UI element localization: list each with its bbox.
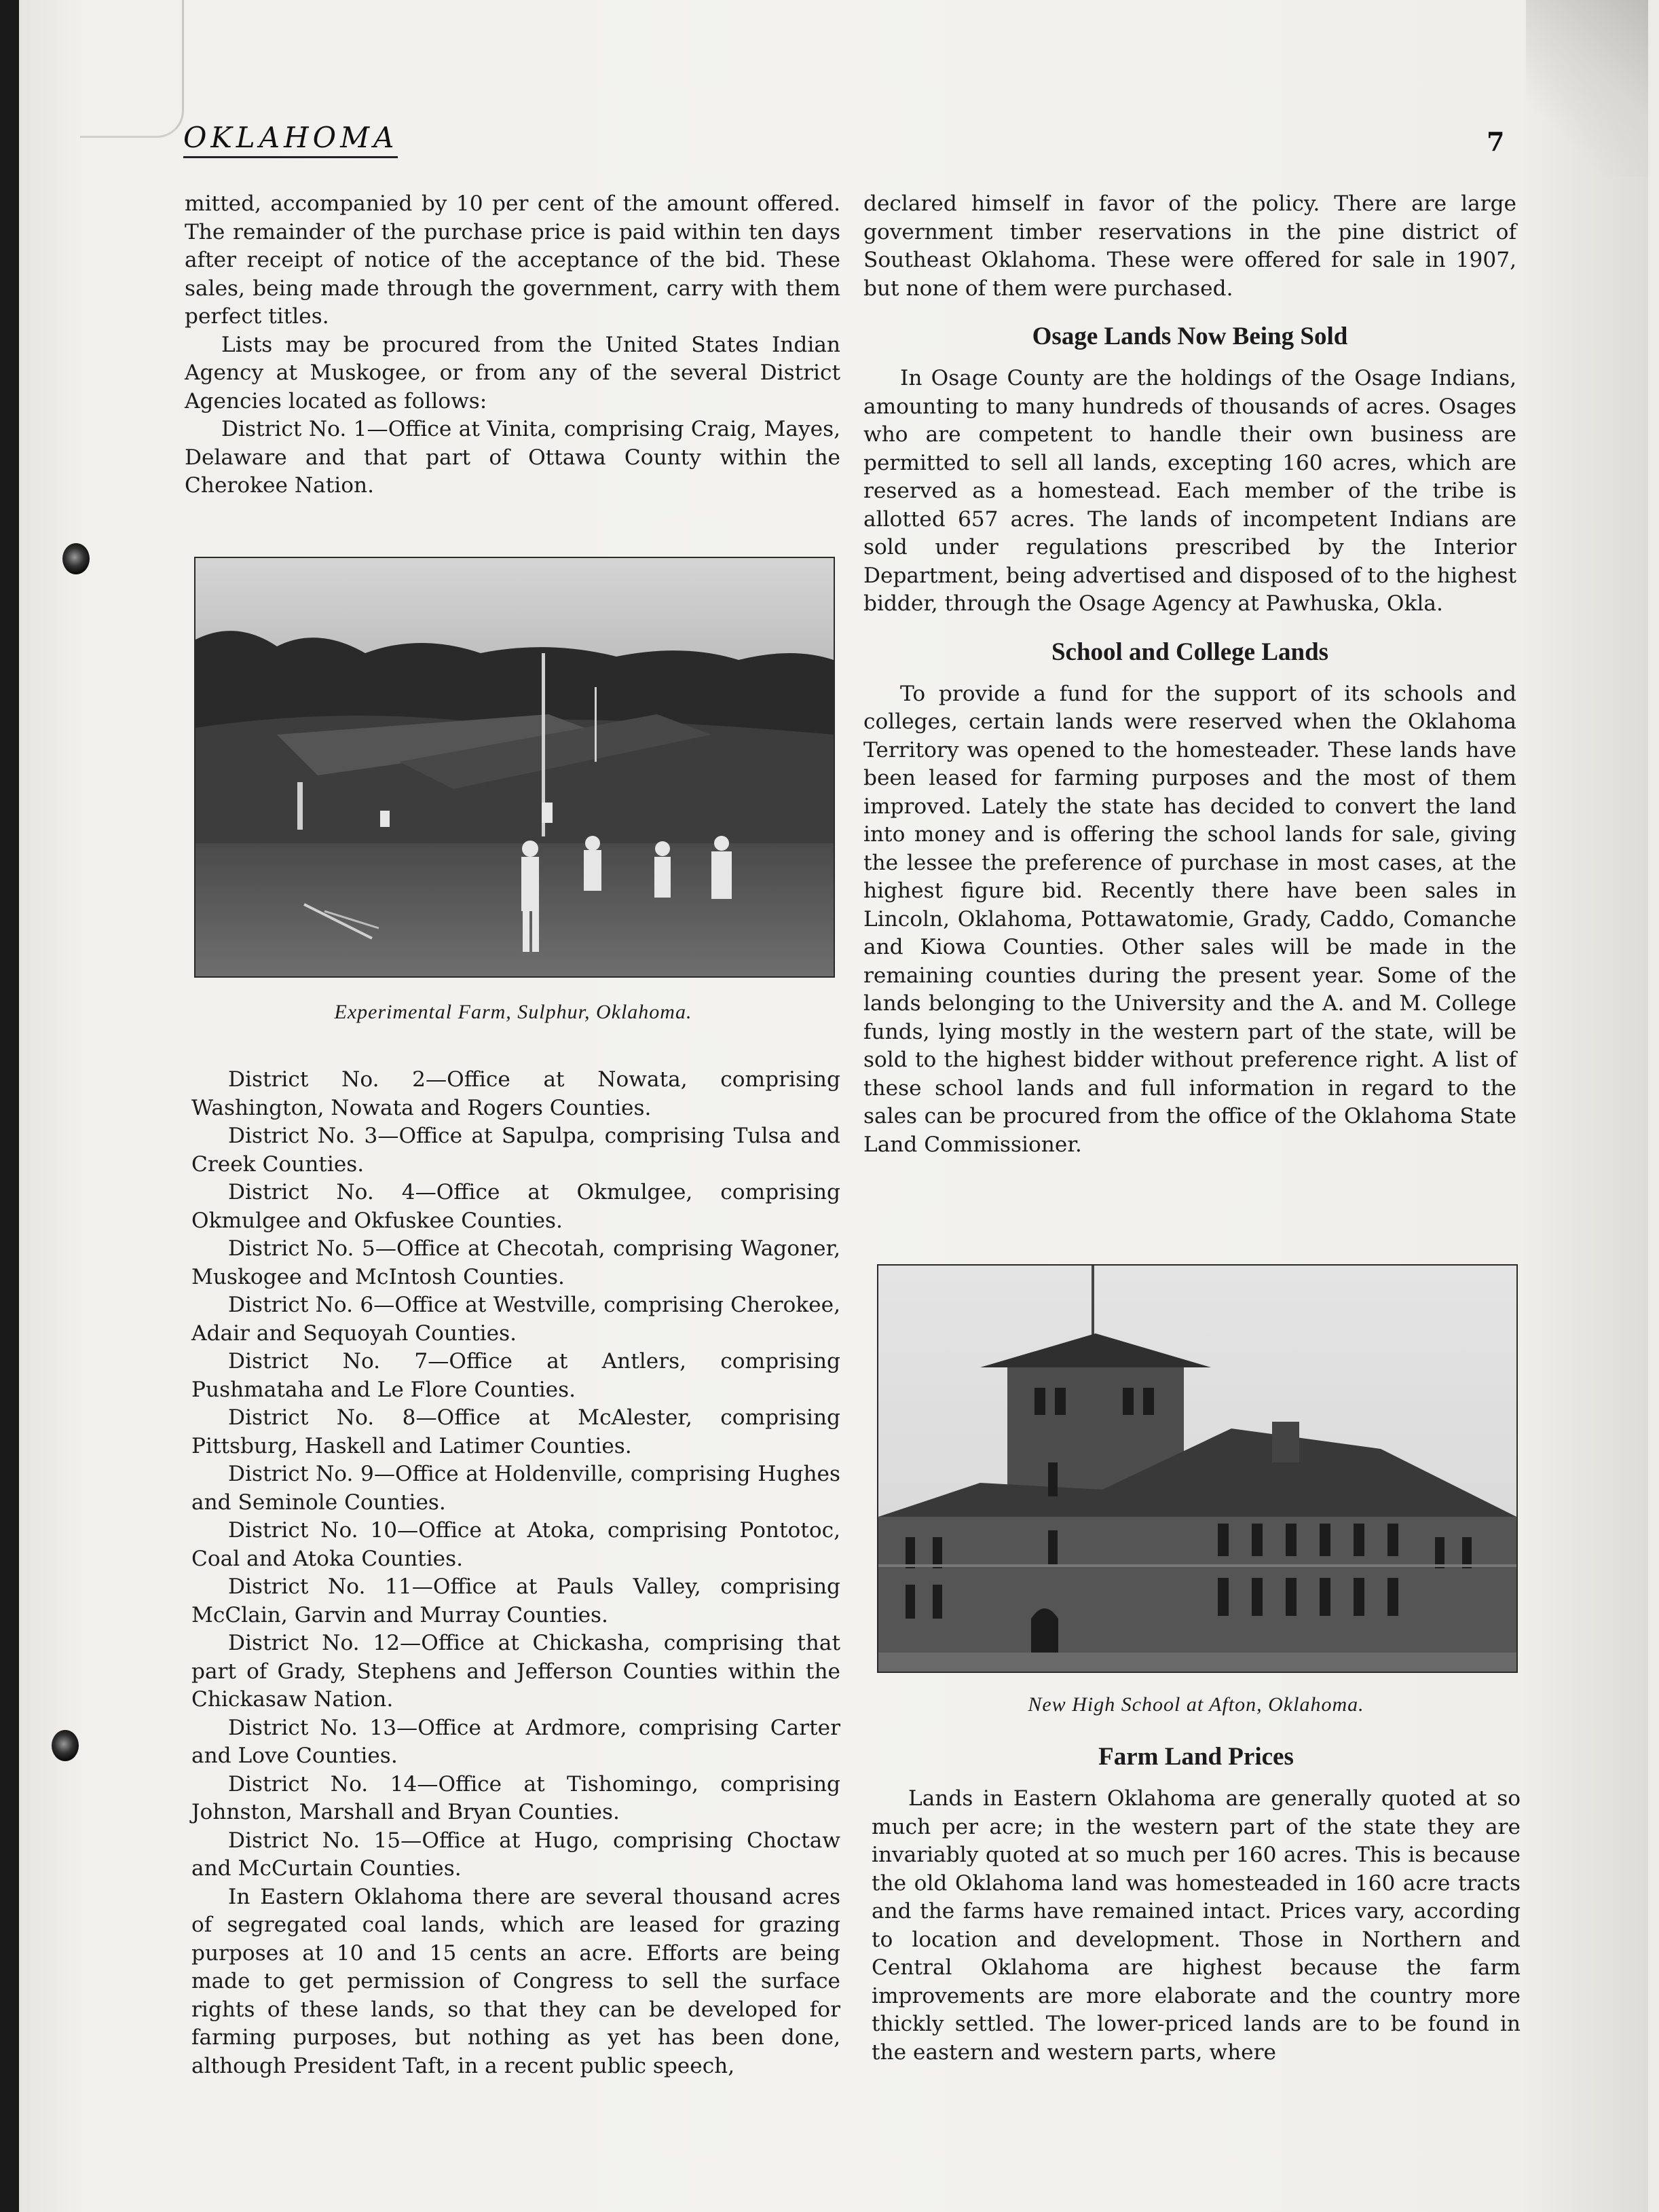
torn-corner — [1526, 0, 1648, 177]
school-illustration — [878, 1266, 1516, 1672]
paragraph: To provide a fund for the support of its schools and colleges, certain lands were reserved when the Oklahoma Territory was opened to the homesteader. These lands have been leased for farming purposes and the most of them improved. Lately the state has decided to convert the land into money and is offering the school lands for sale, giving the lessee the preference of purchase in most cases, at the highest figure bid. Recently there have been sales in Lincoln, Oklahoma, Pottawatomie, Grady, Caddo, Comanche and Kiowa Counties. Other sales will be made in the remaining counties during the present year. Some of the lands belonging to the University and the A. and M. College funds, lying mostly in the western part of the state, will be sold to the highest bidder without preference right. A list of these school lands and full information in regard to the sales can be procured from the office of the Oklahoma State Land Commissioner. — [863, 681, 1516, 1157]
section-heading-farm: Farm Land Prices — [1098, 1743, 1294, 1771]
paragraph: In Osage County are the holdings of the Osage Indians, amounting to many hundreds of thousands of acres. Osages who are competent to handle their own business are permitted to sell all lands, excepting 160 acres, which are reserved as a homestead. Each member of the tribe is allotted 657 acres. The lands of incompetent Indians are sold under regulations prescribed by the Interior Department, being advertised and disposed of to the highest bidder, through the Osage Agency at Pawhuska, Okla. — [863, 366, 1516, 616]
district-entry: District No. 13—Office at Ardmore, comprising Carter and Love Counties. — [191, 1715, 840, 1768]
district-entry: District No. 4—Office at Okmulgee, comprising Okmulgee and Okfuskee Counties. — [191, 1180, 840, 1233]
district-entry: District No. 6—Office at Westville, comprising Cherokee, Adair and Sequoyah Counties. — [191, 1293, 840, 1346]
section-heading-osage: Osage Lands Now Being Sold — [1032, 322, 1348, 350]
paragraph: Lands in Eastern Oklahoma are generally quoted at so much per acre; in the western part of the state they are invariably quoted at so much per 160 acres. This is because the old Oklahoma land was homesteaded in 160 acre tracts and the farms have remained intact. Prices vary, according to location and development. Those in Northern and Central Oklahoma are highest because the farm improvements are more elaborate and the country more thickly settled. The lower-priced lands are to be found in the eastern and western parts, where — [872, 1786, 1521, 2065]
district-list — [191, 1066, 840, 2080]
running-title: OKLAHOMA — [183, 121, 398, 154]
paragraph: Lists may be procured from the United States Indian Agency at Muskogee, or from any of the several District Agencies located as follows: — [185, 332, 840, 413]
farm-photo-caption: Experimental Farm, Sulphur, Oklahoma. — [334, 1001, 692, 1023]
page-number: 7 — [1487, 126, 1505, 157]
afton-high-school-photo — [877, 1264, 1518, 1673]
title-underline — [183, 156, 398, 158]
right-column-top — [863, 190, 1516, 1159]
district-entry: District No. 14—Office at Tishomingo, comprising Johnston, Marshall and Bryan Counties. — [191, 1771, 840, 1824]
district-entry: District No. 15—Office at Hugo, comprising Choctaw and McCurtain Counties. — [191, 1828, 840, 1881]
section-heading-school: School and College Lands — [1051, 638, 1329, 666]
district-entry: District No. 2—Office at Nowata, comprising Washington, Nowata and Rogers Counties. — [191, 1067, 840, 1120]
right-column-bottom — [872, 1735, 1521, 2067]
district-entry: District No. 1—Office at Vinita, comprising Craig, Mayes, Delaware and that part of Ottawa County within the Cherokee Nation. — [185, 417, 840, 498]
district-entry: District No. 12—Office at Chickasha, comprising that part of Grady, Stephens and Jefferson Counties within the Chickasaw Nation. — [191, 1631, 840, 1712]
punch-hole-bottom — [52, 1730, 79, 1761]
district-entry: District No. 11—Office at Pauls Valley, comprising McClain, Garvin and Murray Counties. — [191, 1574, 840, 1627]
paragraph: declared himself in favor of the policy. There are large government timber reservations in the pine district of Southeast Oklahoma. These were offered for sale in 1907, but none of them were purchased. — [863, 191, 1516, 301]
left-column-top — [185, 190, 840, 500]
district-entry: District No. 10—Office at Atoka, comprising Pontotoc, Coal and Atoka Counties. — [191, 1518, 840, 1571]
district-entry: District No. 8—Office at McAlester, comprising Pittsburg, Haskell and Latimer Counties. — [191, 1405, 840, 1458]
paragraph: In Eastern Oklahoma there are several thousand acres of segregated coal lands, which are leased for grazing purposes at 10 and 15 cents an acre. Efforts are being made to get permission of Congress to sell the surface rights of these lands, so that they can be developed for farming purposes, but nothing as yet has been done, although President Taft, in a recent public speech, — [191, 1884, 840, 2078]
district-entry: District No. 9—Office at Holdenville, comprising Hughes and Seminole Counties. — [191, 1462, 840, 1515]
experimental-farm-photo — [194, 557, 835, 978]
torn-paper-tab — [80, 0, 184, 138]
district-entry: District No. 3—Office at Sapulpa, comprising Tulsa and Creek Counties. — [191, 1124, 840, 1177]
district-entry: District No. 5—Office at Checotah, comprising Wagoner, Muskogee and McIntosh Counties. — [191, 1236, 840, 1289]
paragraph: mitted, accompanied by 10 per cent of the amount offered. The remainder of the purchase price is paid within ten days after receipt of notice of the acceptance of the bid. These sales, being made through the government, carry with them perfect titles. — [185, 191, 840, 329]
scan-left-edge — [0, 0, 19, 2212]
punch-hole-top — [62, 543, 90, 574]
school-photo-caption: New High School at Afton, Oklahoma. — [1028, 1693, 1364, 1716]
farm-illustration — [195, 558, 834, 976]
district-entry: District No. 7—Office at Antlers, comprising Pushmataha and Le Flore Counties. — [191, 1349, 840, 1402]
